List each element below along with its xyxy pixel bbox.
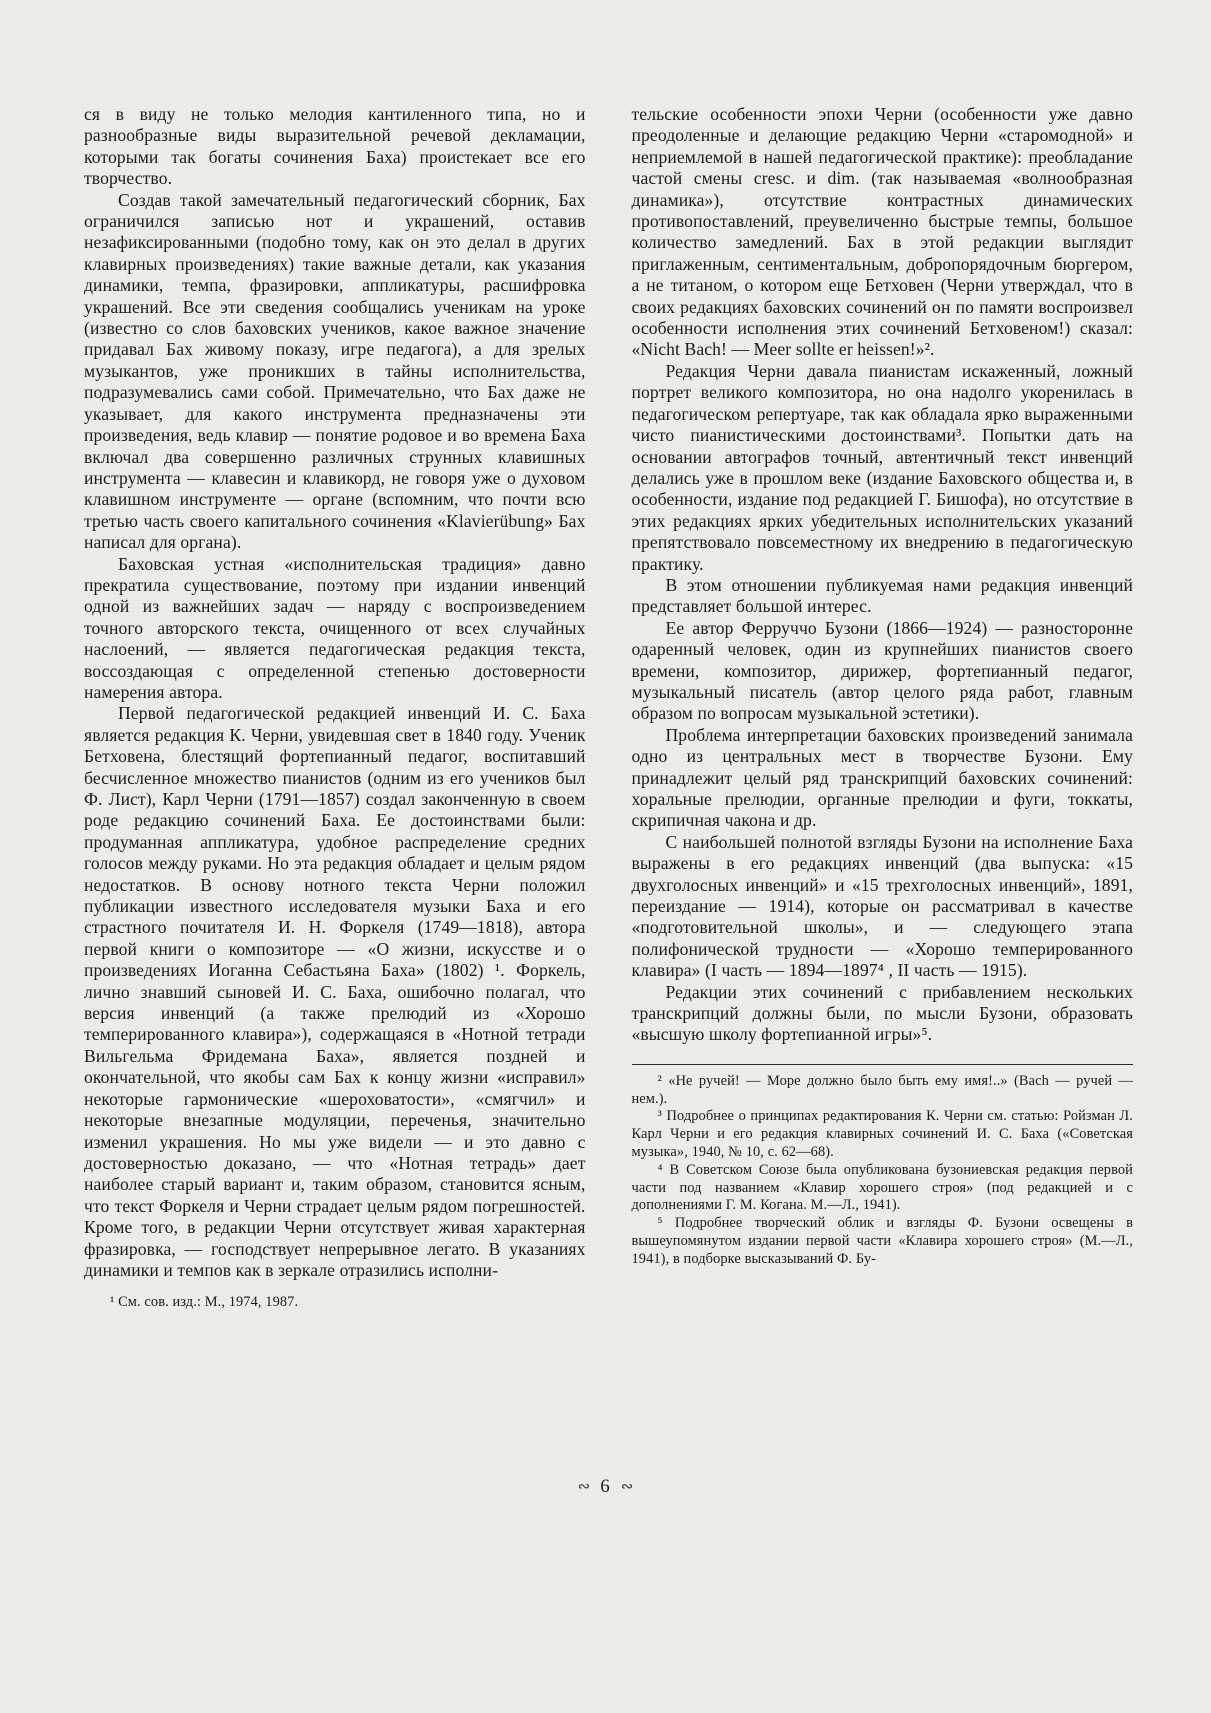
right-column-body — [632, 104, 1134, 1046]
left-column-footnotes — [84, 1294, 586, 1312]
text-columns — [84, 104, 1133, 1312]
footnote: ⁵ Подробнее творческий облик и взгляды Ф. Бузони освещены в вышеупомянутом издании первой части «Клавира хорошего строя» (М.—Л., 1941), в подборке высказываний Ф. Бу- — [631, 1215, 1133, 1267]
paragraph: Проблема интерпретации баховских произведений занимала одно из центральных мест в творчестве Бузони. Ему принадлежит целый ряд транскрипций баховских сочинений: хоральные прелюдии, органные прелюдии и фуги, токкаты, скрипичная чакона и др. — [631, 724, 1133, 831]
paragraph: ся в виду не только мелодия кантиленного типа, но и разнообразные виды выразительной речевой декламации, которыми так богаты сочинения Баха) проистекает все его творчество. — [84, 104, 586, 189]
right-column-footnotes — [632, 1073, 1134, 1269]
page-footer — [0, 1476, 1211, 1498]
paragraph: Первой педагогической редакцией инвенций И. С. Баха является редакция К. Черни, увидевшая свет в 1840 году. Ученик Бетховена, блестящий фортепианный педагог, воспитавший бесчисленное множество пианистов (одним из его учеников был Ф. Лист), Карл Черни (1791—1857) создал законченную в своем роде редакцию сочинений Баха. Ее достоинствами были: продуманная аппликатура, удобное распределение средних голосов между руками. Но эта редакция обладает и целым рядом недостатков. В основу нотного текста Черни положил публикации известного исследователя музыки Баха и его страстного почитателя И. Н. Форкеля (1749—1818), автора первой книги о композиторе — «О жизни, искусстве и о произведениях Иоганна Себастьяна Баха» (1802) ¹. Форкель, лично знавший сыновей И. С. Баха, ошибочно полагал, что версия инвенций (а также прелюдий из «Хорошо темперированного клавира»), содержащаяся в «Нотной тетради Вильгельма Фридемана Баха», является поздней и окончательной, что якобы сам Бах к концу жизни «исправил» некоторые гармонические «шероховатости», «смягчил» и некоторые внезапные модуляции, переченья, значительно изменил украшения. Но мы уже видели — и это давно с достоверностью доказано, — что «Нотная тетрадь» дает наиболее старый вариант и, таким образом, становится ясным, что текст Форкеля и Черни страдает целым рядом погрешностей. Кроме того, в редакции Черни отсутствует живая характерная фразировка, — господствует непрерывное легато. В указаниях динамики и темпов как в зеркале отразились исполни- — [84, 703, 586, 1280]
paragraph: Создав такой замечательный педагогический сборник, Бах ограничился записью нот и украшений, оставив незафиксированными (подобно тому, как он это делал в других клавирных произведениях) такие важные детали, как указания динамики, темпа, фразировки, аппликатуры, расшифровка украшений. Все эти сведения сообщались ученикам на уроке (известно со слов баховских учеников, какое важное значение придавал Бах живому показу, игре педагога), а для зрелых музыкантов, уже проникших в тайны исполнительства, подразумевались сами собой. Примечательно, что Бах даже не указывает, для какого инструмента предназначены эти произведения, ведь клавир — понятие родовое и во времена Баха включал два совершенно различных струнных клавишных инструмента — клавесин и клавикорд, не говоря уже о духовом клавишном инструменте — органе (вспомним, что почти всю третью часть своего капитального сочинения «Klavierübung» Бах написал для органа). — [84, 189, 586, 553]
paragraph: В этом отношении публикуемая нами редакция инвенций представляет большой интерес. — [631, 574, 1133, 617]
paragraph: Редакция Черни давала пианистам искаженный, ложный портрет великого композитора, но она надолго укоренилась в педагогическом репертуаре, так как обладала ярко выраженными чисто пианистическими достоинствами³. Попытки дать на основании автографов точный, автентичный текст инвенций делались уже в прошлом веке (издание Баховского общества и, в особенности, издание под редакцией Г. Бишофа), но отсутствие в этих редакциях ярких убедительных исполнительских указаний препятствовало повсеместному их внедрению в педагогическую практику. — [631, 360, 1133, 574]
footnote: ⁴ В Советском Союзе была опубликована бузониевская редакция первой части под названием «Клавир хорошего строя» (под редакцией и с дополнениями Г. М. Когана. М.—Л., 1941). — [631, 1161, 1133, 1214]
paragraph: Баховская устная «исполнительская традиция» давно прекратила существование, поэтому при издании инвенций одной из важнейших задач — наряду с воспроизведением точного авторского текста, очищенного от всех случайных наслоений, — является педагогическая редакция текста, воссоздающая с определенной степенью достоверности намерения автора. — [84, 553, 586, 702]
left-column — [84, 104, 586, 1312]
footnote-divider — [632, 1064, 1134, 1065]
paragraph: С наибольшей полнотой взгляды Бузони на исполнение Баха выражены в его редакциях инвенций (два выпуска: «15 двухголосных инвенций» и «15 трехголосных инвенций», 1891, переиздание — 1914), которые он рассматривал в качестве «подготовительной школы», и — следующего этапа полифонической трудности — «Хорошо темперированного клавира» (I часть — 1894—1897⁴ , II часть — 1915). — [631, 831, 1133, 981]
footer-ornament-left: ∾ — [577, 1479, 591, 1495]
footer-ornament-right: ∾ — [620, 1479, 634, 1495]
footnote: ³ Подробнее о принципах редактирования К. Черни см. статью: Ройзман Л. Карл Черни и его редакция клавирных сочинений И. С. Баха («Советская музыка», 1940, № 10, с. 62—68). — [631, 1108, 1133, 1161]
page-number: 6 — [600, 1476, 611, 1497]
paragraph: Редакции этих сочинений с прибавлением нескольких транскрипций должны были, по мысли Бузони, образовать «высшую школу фортепианной игры»⁵. — [631, 981, 1133, 1045]
footnote: ¹ См. сов. изд.: М., 1974, 1987. — [110, 1294, 299, 1311]
left-column-body — [84, 104, 586, 1281]
right-column — [632, 104, 1134, 1312]
paragraph: тельские особенности эпохи Черни (особенности уже давно преодоленные и делающие редакцию Черни «старомодной» и неприемлемой в нашей педагогической практике): преобладание частой смены cresc. и dim. (так называемая «волнообразная динамика»), отсутствие контрастных динамических противопоставлений, преувеличенно быстрые темпы, большое количество замедлений. Бах в этой редакции выглядит приглаженным, сентиментальным, добропорядочным бюргером, а не титаном, о котором еще Бетховен (Черни утверждал, что в своих редакциях баховских сочинений он по памяти воспроизвел особенности исполнения этих сочинений Бетховеном!) сказал: «Nicht Bach! — Meer sollte er heissen!»². — [631, 104, 1133, 360]
paragraph: Ее автор Ферруччо Бузони (1866—1924) — разносторонне одаренный человек, один из крупнейших пианистов своего времени, композитор, дирижер, фортепианный педагог, музыкальный писатель (автор целого ряда работ, главным образом по вопросам музыкальной эстетики). — [631, 617, 1133, 724]
footnote: ² «Не ручей! — Море должно было быть ему имя!..» (Bach — ручей — нем.). — [631, 1072, 1133, 1107]
